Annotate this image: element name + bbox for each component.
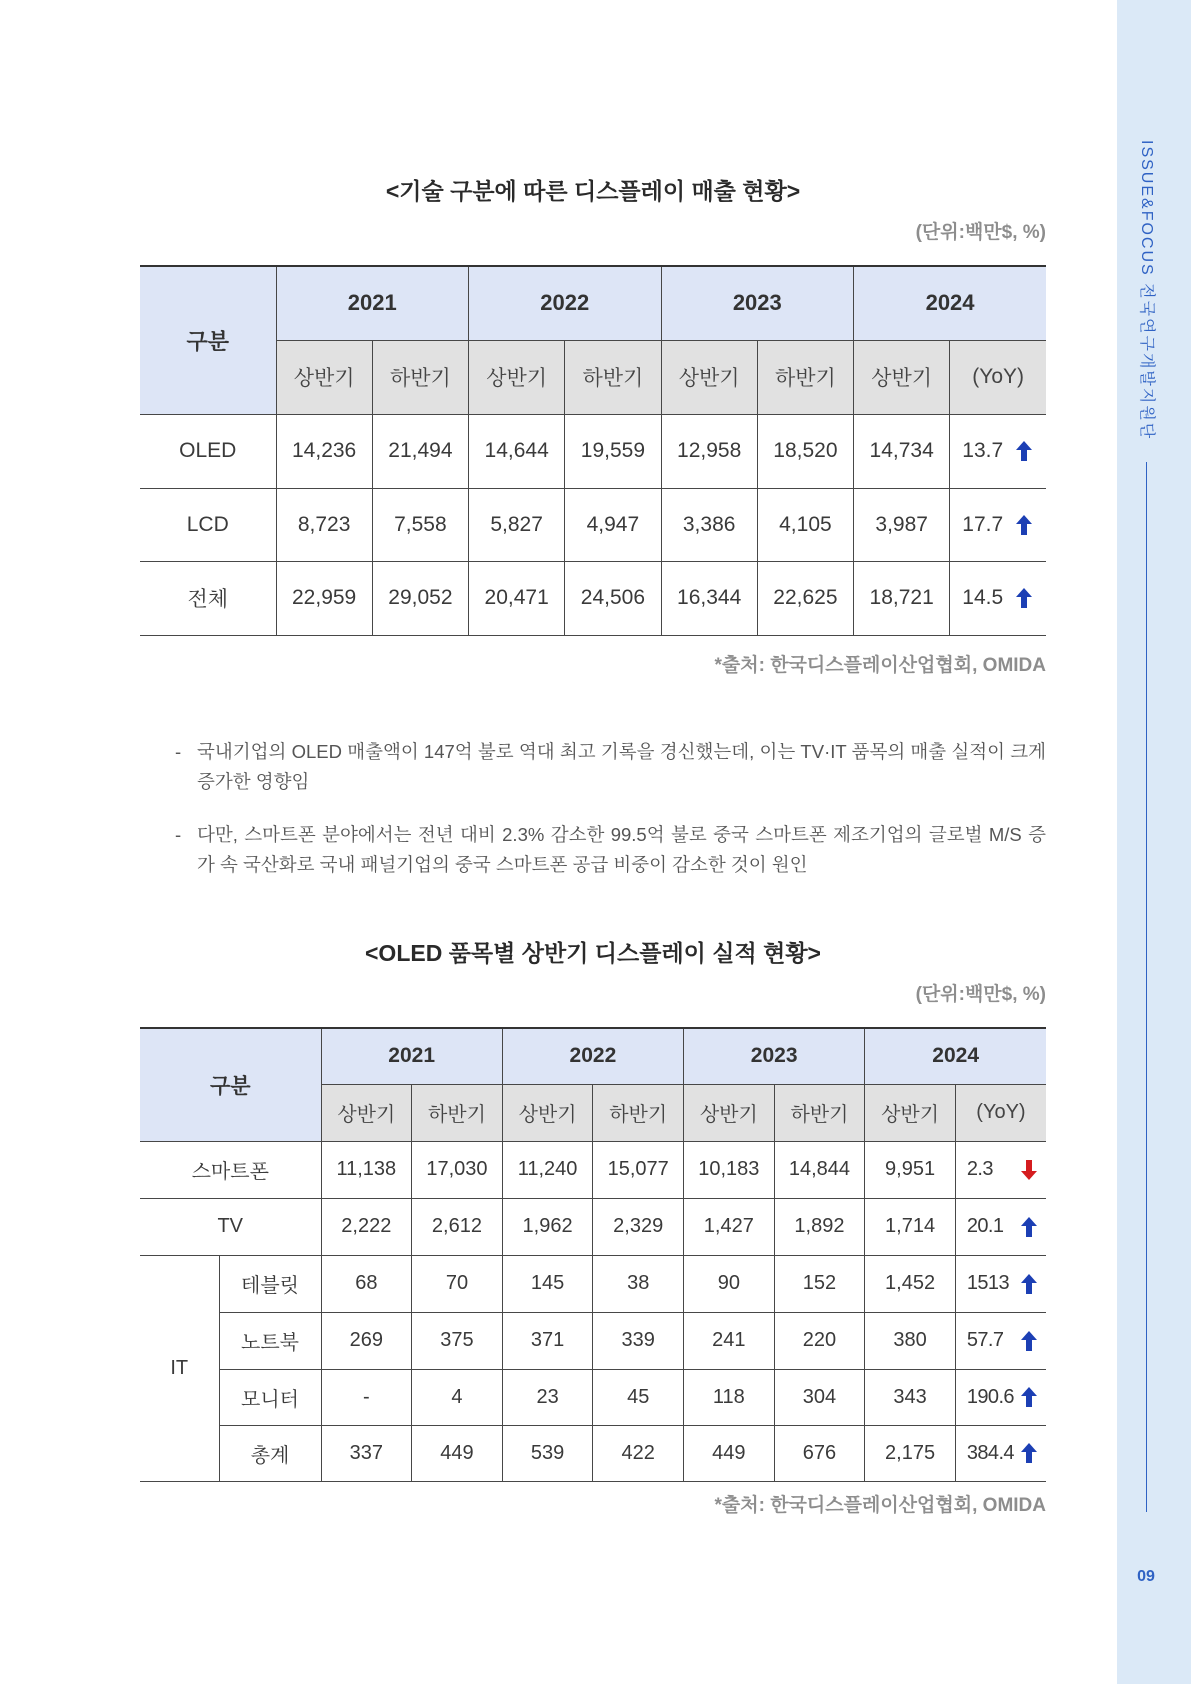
bullet-text: 다만, 스마트폰 분야에서는 전년 대비 2.3% 감소한 99.5억 불로 중국 스마트폰 제조기업의 글로벌 M/S 증가 속 국산화로 국내 패널기업의 중국 스마트폰 공급 비중이 감소한 것이 원인: [197, 824, 1046, 875]
value-cell: 70: [412, 1255, 503, 1312]
value-cell: 7,558: [372, 488, 468, 561]
row-label: LCD: [140, 488, 276, 561]
table-row: [140, 414, 1046, 488]
yoy-content: [956, 1329, 1046, 1352]
value-cell: 269: [321, 1312, 412, 1369]
bullet-marker: -: [175, 824, 182, 845]
value-cell: 22,625: [757, 561, 853, 635]
value-cell: 11,240: [502, 1141, 593, 1198]
value-cell: 337: [321, 1425, 412, 1481]
value-cell: 9,951: [865, 1141, 956, 1198]
table-row: [140, 1141, 1046, 1198]
yoy-value: 17.7: [962, 512, 1004, 536]
value-cell: 145: [502, 1255, 593, 1312]
yoy-content: [956, 1215, 1046, 1238]
value-cell: 11,138: [321, 1141, 412, 1198]
value-cell: 29,052: [372, 561, 468, 635]
row-label: OLED: [140, 414, 276, 488]
yoy-cell: [955, 1312, 1046, 1369]
table2-source: *출처: 한국디스플레이산업협회, OMIDA: [714, 1495, 1046, 1516]
summary-bullets: [175, 737, 1046, 903]
bullet-marker: -: [175, 741, 182, 762]
down-arrow-icon: [1021, 1160, 1037, 1180]
table-row: [140, 1255, 1046, 1312]
table-row: [140, 488, 1046, 561]
value-cell: 2,175: [865, 1425, 956, 1481]
value-cell: 343: [865, 1369, 956, 1425]
value-cell: 19,559: [565, 414, 661, 488]
value-cell: 22,959: [276, 561, 372, 635]
row-label: 노트북: [219, 1312, 321, 1369]
value-cell: 1,892: [774, 1198, 865, 1255]
yoy-cell: [950, 488, 1046, 561]
up-arrow-icon: [1016, 441, 1032, 461]
yoy-value: 384.4: [966, 1441, 1014, 1464]
value-cell: 4,947: [565, 488, 661, 561]
value-cell: 241: [684, 1312, 775, 1369]
value-cell: 2,329: [593, 1198, 684, 1255]
up-arrow-icon: [1021, 1443, 1037, 1463]
value-cell: 3,987: [854, 488, 950, 561]
year-header: 2021: [321, 1028, 502, 1084]
value-cell: 371: [502, 1312, 593, 1369]
half-header: 상반기: [502, 1084, 593, 1141]
value-cell: 339: [593, 1312, 684, 1369]
table-row: [140, 1198, 1046, 1255]
yoy-value: 57.7: [966, 1329, 1004, 1351]
yoy-cell: [955, 1141, 1046, 1198]
value-cell: 16,344: [661, 561, 757, 635]
value-cell: 18,520: [757, 414, 853, 488]
yoy-cell: [955, 1425, 1046, 1481]
half-header: 상반기: [469, 340, 565, 414]
value-cell: 2,612: [412, 1198, 503, 1255]
value-cell: 1,962: [502, 1198, 593, 1255]
half-header: 하반기: [757, 340, 853, 414]
row-label: 테블릿: [219, 1255, 321, 1312]
table-row: [140, 1425, 1046, 1481]
value-cell: 23: [502, 1369, 593, 1425]
value-cell: -: [321, 1369, 412, 1425]
year-header: 2022: [469, 266, 662, 340]
half-header: 상반기: [321, 1084, 412, 1141]
year-header: 2022: [502, 1028, 683, 1084]
yoy-content: [956, 1158, 1046, 1181]
year-header: 2023: [661, 266, 854, 340]
value-cell: 304: [774, 1369, 865, 1425]
table1-title: <기술 구분에 따른 디스플레이 매출 현황>: [385, 178, 801, 204]
sidebar-divider: [1146, 462, 1147, 1512]
sidebar: [1117, 0, 1191, 1684]
half-header: 하반기: [372, 340, 468, 414]
value-cell: 2,222: [321, 1198, 412, 1255]
yoy-value: 2.3: [966, 1158, 993, 1180]
yoy-content: [956, 1442, 1046, 1465]
row-label: TV: [140, 1198, 321, 1255]
value-cell: 10,183: [684, 1141, 775, 1198]
value-cell: 449: [684, 1425, 775, 1481]
value-cell: 1,452: [865, 1255, 956, 1312]
group-label: IT: [140, 1255, 219, 1481]
yoy-content: [956, 1272, 1046, 1295]
value-cell: 24,506: [565, 561, 661, 635]
yoy-cell: [950, 414, 1046, 488]
yoy-header: (YoY): [950, 340, 1046, 414]
year-header-row: [140, 266, 1046, 340]
section-label: ISSUE&FOCUS 전국연구개발지원단: [1138, 140, 1155, 441]
half-header: 하반기: [593, 1084, 684, 1141]
yoy-cell: [955, 1255, 1046, 1312]
value-cell: 152: [774, 1255, 865, 1312]
up-arrow-icon: [1016, 515, 1032, 535]
value-cell: 539: [502, 1425, 593, 1481]
table2-unit: (단위:백만$, %): [915, 984, 1046, 1005]
value-cell: 380: [865, 1312, 956, 1369]
half-header: 하반기: [412, 1084, 503, 1141]
table-row: [140, 1312, 1046, 1369]
yoy-cell: [950, 561, 1046, 635]
half-header: 상반기: [854, 340, 950, 414]
up-arrow-icon: [1021, 1217, 1037, 1237]
value-cell: 14,236: [276, 414, 372, 488]
year-header: 2023: [684, 1028, 865, 1084]
value-cell: 14,734: [854, 414, 950, 488]
bullet-item: [175, 737, 1046, 797]
category-header: 구분: [140, 266, 276, 414]
table-row: [140, 561, 1046, 635]
value-cell: 14,644: [469, 414, 565, 488]
value-cell: 15,077: [593, 1141, 684, 1198]
value-cell: 21,494: [372, 414, 468, 488]
page-number: 09: [1137, 1568, 1155, 1585]
row-label: 모니터: [219, 1369, 321, 1425]
value-cell: 4,105: [757, 488, 853, 561]
value-cell: 17,030: [412, 1141, 503, 1198]
yoy-cell: [955, 1369, 1046, 1425]
yoy-content: [950, 586, 1046, 610]
value-cell: 1,427: [684, 1198, 775, 1255]
value-cell: 3,386: [661, 488, 757, 561]
yoy-header: (YoY): [955, 1084, 1046, 1141]
value-cell: 12,958: [661, 414, 757, 488]
table-row: [140, 1369, 1046, 1425]
half-header: 상반기: [684, 1084, 775, 1141]
value-cell: 14,844: [774, 1141, 865, 1198]
row-label: 총계: [219, 1425, 321, 1481]
yoy-value: 13.7: [962, 439, 1004, 462]
value-cell: 20,471: [469, 561, 565, 635]
table2-title: <OLED 품목별 상반기 디스플레이 실적 현황>: [365, 940, 821, 966]
value-cell: 5,827: [469, 488, 565, 561]
yoy-content: [950, 513, 1046, 537]
year-header: 2024: [854, 266, 1047, 340]
value-cell: 18,721: [854, 561, 950, 635]
up-arrow-icon: [1021, 1331, 1037, 1351]
yoy-content: [956, 1386, 1046, 1409]
yoy-cell: [955, 1198, 1046, 1255]
yoy-value: 1513: [966, 1272, 1009, 1294]
half-header: 하반기: [565, 340, 661, 414]
row-label: 스마트폰: [140, 1141, 321, 1198]
value-cell: 375: [412, 1312, 503, 1369]
value-cell: 1,714: [865, 1198, 956, 1255]
half-header-row: [140, 340, 1046, 414]
value-cell: 45: [593, 1369, 684, 1425]
value-cell: 38: [593, 1255, 684, 1312]
bullet-text: 국내기업의 OLED 매출액이 147억 불로 역대 최고 기록을 경신했는데, 이는 TV·IT 품목의 매출 실적이 크게 증가한 영향임: [197, 741, 1046, 792]
category-header: 구분: [140, 1028, 321, 1141]
up-arrow-icon: [1021, 1387, 1037, 1407]
value-cell: 118: [684, 1369, 775, 1425]
table1-unit: (단위:백만$, %): [915, 222, 1046, 243]
half-header: 상반기: [661, 340, 757, 414]
year-header: 2024: [865, 1028, 1046, 1084]
yoy-value: 14.5: [962, 586, 1004, 609]
half-header: 하반기: [774, 1084, 865, 1141]
yoy-value: 190.6: [966, 1385, 1014, 1408]
yoy-content: [950, 439, 1046, 463]
value-cell: 220: [774, 1312, 865, 1369]
bullet-item: [175, 820, 1046, 880]
year-header-row: [140, 1028, 1046, 1084]
row-label: 전체: [140, 561, 276, 635]
value-cell: 676: [774, 1425, 865, 1481]
year-header: 2021: [276, 266, 469, 340]
value-cell: 422: [593, 1425, 684, 1481]
revenue-by-technology-table: [140, 265, 1046, 636]
yoy-value: 20.1: [966, 1215, 1004, 1237]
value-cell: 90: [684, 1255, 775, 1312]
half-header: 상반기: [276, 340, 372, 414]
up-arrow-icon: [1021, 1274, 1037, 1294]
value-cell: 8,723: [276, 488, 372, 561]
value-cell: 68: [321, 1255, 412, 1312]
value-cell: 449: [412, 1425, 503, 1481]
table1-source: *출처: 한국디스플레이산업협회, OMIDA: [714, 655, 1046, 676]
up-arrow-icon: [1016, 588, 1032, 608]
half-header: 상반기: [865, 1084, 956, 1141]
oled-by-product-table: [140, 1027, 1046, 1482]
value-cell: 4: [412, 1369, 503, 1425]
